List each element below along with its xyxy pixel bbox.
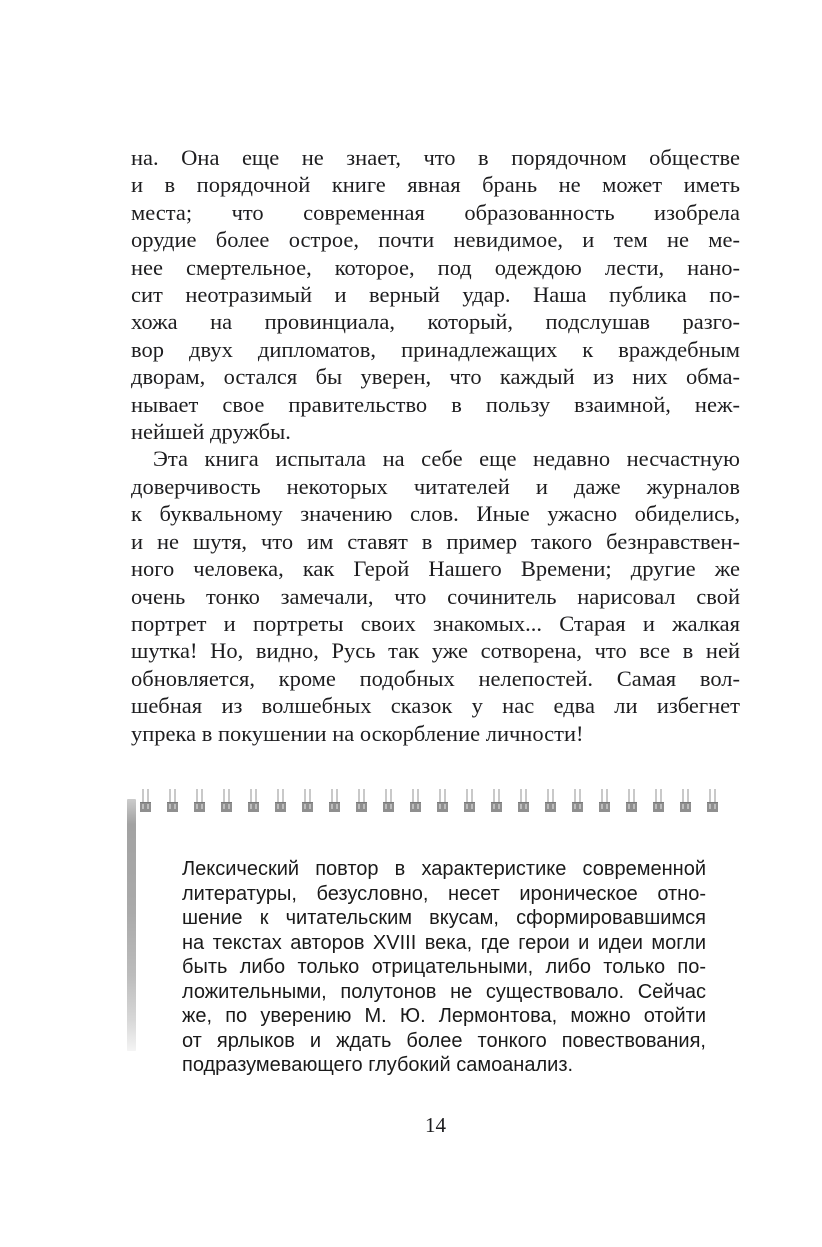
comb-binding-staple-icon	[464, 789, 476, 812]
notepad-edge-shadow	[127, 799, 136, 1051]
comb-binding-staple-icon	[409, 789, 421, 812]
comb-binding-staple-icon	[626, 789, 638, 812]
paragraph	[131, 445, 740, 746]
main-text	[131, 144, 740, 747]
text-line: на. Она еще не знает, что в порядочном обществе	[131, 145, 740, 170]
comb-binding-staple-icon	[680, 789, 692, 812]
text-line: шутка! Но, видно, Русь так уже сотворена, что все в ней	[131, 638, 740, 664]
comb-binding-staple-icon	[518, 789, 530, 812]
text-line: ного человека, как Герой Нашего Времени; другие же	[131, 556, 740, 582]
text-line: сит неотразимый и верный удар. Наша публика по-	[131, 282, 740, 308]
text-line: нее смертельное, которое, под одеждою лести, нано-	[131, 254, 740, 280]
comb-binding-staple-icon	[139, 789, 151, 812]
text-line: на текстах авторов XVIII века, где герои и идеи могли	[182, 931, 706, 954]
text-line: Эта книга испытала на себе еще недавно несчастную	[153, 446, 740, 472]
text-line: шебная из волшебных сказок у нас едва ли избегнет	[131, 693, 740, 719]
text-line: дворам, остался бы уверен, что каждый из них обма-	[131, 364, 740, 390]
comb-binding-staple-icon	[166, 789, 178, 812]
text-line: упрека в покушении на оскорбление личности!	[131, 720, 584, 746]
text-line: нывает свое правительство в пользу взаимной, неж-	[131, 391, 740, 417]
commentary-text	[182, 857, 706, 1078]
comb-binding-staple-icon	[220, 789, 232, 812]
text-line: хожа на провинциала, который, подслушав разго-	[131, 309, 740, 335]
comb-binding-staple-icon	[355, 789, 367, 812]
comb-binding-staple-icon	[599, 789, 611, 812]
comb-binding-staple-icon	[328, 789, 340, 812]
text-line: от ярлыков и ждать более тонкого повествования,	[182, 1029, 706, 1052]
comb-binding-staple-icon	[491, 789, 503, 812]
text-line: обновляется, кроме подобных нелепостей. Самая вол-	[131, 665, 740, 691]
text-line: доверчивость некоторых читателей и даже журналов	[131, 473, 740, 499]
text-line: портрет и портреты своих знакомых... Старая и жалкая	[131, 610, 740, 636]
spiral-binding	[139, 789, 719, 812]
text-line: же, по уверению М. Ю. Лермонтова, можно отойти	[182, 1005, 706, 1027]
text-line: ложительными, полутонов не существовало. Сейчас	[182, 980, 706, 1003]
comb-binding-staple-icon	[572, 789, 584, 812]
text-line: к буквальному значению слов. Иные ужасно обиделись,	[131, 501, 740, 527]
text-line: и не шутя, что им ставят в пример такого безнравствен-	[131, 528, 740, 554]
text-line: быть либо только отрицательными, либо только по-	[182, 956, 706, 978]
comb-binding-staple-icon	[193, 789, 205, 812]
page-number: 14	[425, 1113, 446, 1137]
text-line: литературы, безусловно, несет ироническое отно-	[182, 882, 706, 905]
paragraph	[131, 144, 740, 445]
text-line: подразумевающего глубокий самоанализ.	[182, 1054, 574, 1076]
text-line: вор двух дипломатов, принадлежащих к враждебным	[131, 336, 740, 362]
text-line: нейшей дружбы.	[131, 419, 291, 445]
text-line: Лексический повтор в характеристике современной	[182, 858, 706, 880]
text-line: очень тонко замечали, что сочинитель нарисовал свой	[131, 583, 740, 609]
commentary-note	[127, 789, 723, 1089]
text-line: шение к читательским вкусам, сформировавшимся	[182, 907, 706, 929]
text-line: и в порядочной книге явная брань не может иметь	[131, 172, 740, 198]
comb-binding-staple-icon	[707, 789, 719, 812]
comb-binding-staple-icon	[437, 789, 449, 812]
comb-binding-staple-icon	[382, 789, 394, 812]
comb-binding-staple-icon	[653, 789, 665, 812]
text-line: места; что современная образованность изобрела	[131, 199, 740, 225]
comb-binding-staple-icon	[274, 789, 286, 812]
comb-binding-staple-icon	[247, 789, 259, 812]
text-line: орудие более острое, почти невидимое, и тем не ме-	[131, 227, 740, 253]
comb-binding-staple-icon	[301, 789, 313, 812]
comb-binding-staple-icon	[545, 789, 557, 812]
